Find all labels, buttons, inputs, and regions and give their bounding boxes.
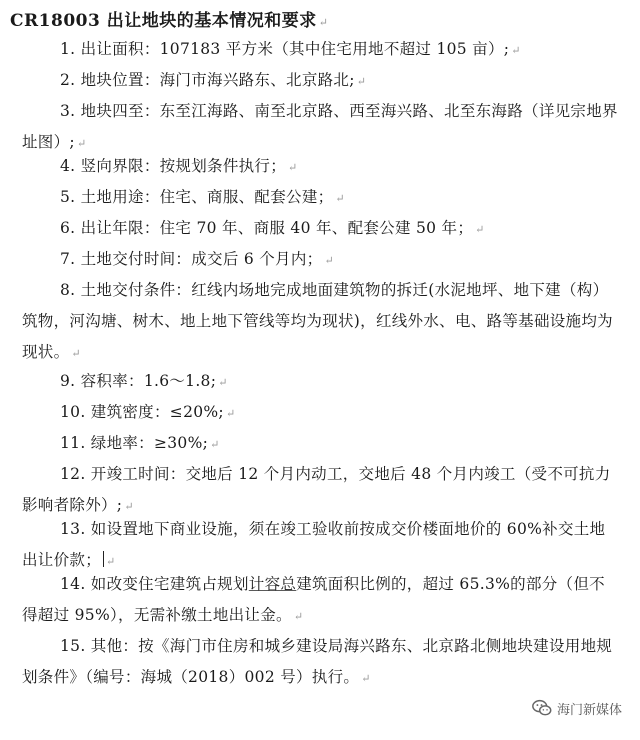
paragraph-mark: ↵ xyxy=(324,254,334,267)
item-12 xyxy=(22,459,618,522)
item-14-text-end: 建筑面积比例的，超过 65.3%的部分（但不得超过 95%），无需补缴土地出让金。 xyxy=(22,575,605,624)
item-15 xyxy=(22,631,618,694)
item-3 xyxy=(22,96,618,159)
item-13-text: 13. 如设置地下商业设施，须在竣工验收前按成交价楼面地价的 60%补交土地出让价款； xyxy=(22,520,606,569)
item-11-text: 11. 绿地率：≥30%; xyxy=(60,434,209,452)
paragraph-mark: ↵ xyxy=(475,223,485,236)
paragraph-mark: ↵ xyxy=(293,610,304,623)
item-4 xyxy=(22,151,618,183)
item-14-text-start: 14. 如改变住宅建筑占规划 xyxy=(60,575,249,593)
item-13 xyxy=(22,514,618,577)
watermark xyxy=(531,697,622,719)
item-2 xyxy=(22,65,618,97)
paragraph-mark: ↵ xyxy=(288,161,298,174)
item-9-text: 9. 容积率：1.6～1.8; xyxy=(60,372,217,390)
item-14-underlined-text: 计容总 xyxy=(248,575,297,593)
item-2-text: 2. 地块位置：海门市海兴路东、北京路北; xyxy=(60,71,355,89)
item-4-text: 4. 竖向界限：按规划条件执行； xyxy=(60,157,287,175)
paragraph-mark: ↵ xyxy=(225,407,236,420)
item-6-text: 6. 出让年限：住宅 70 年、商服 40 年、配套公建 50 年； xyxy=(60,219,474,237)
item-9 xyxy=(22,366,618,398)
item-8 xyxy=(22,275,618,369)
paragraph-mark: ↵ xyxy=(124,500,134,513)
paragraph-mark: ↵ xyxy=(71,347,81,360)
item-5 xyxy=(22,182,618,214)
paragraph-mark: ↵ xyxy=(511,44,521,57)
paragraph-mark: ↵ xyxy=(106,555,116,568)
paragraph-mark: ↵ xyxy=(218,376,228,389)
paragraph-mark: ↵ xyxy=(318,16,329,29)
item-7 xyxy=(22,244,618,276)
item-1-text: 1. 出让面积：107183 平方米（其中住宅用地不超过 105 亩）; xyxy=(60,40,510,58)
item-7-text: 7. 土地交付时间：成交后 6 个月内； xyxy=(60,250,323,268)
watermark-text: 海门新媒体 xyxy=(556,702,622,718)
item-1 xyxy=(22,34,618,66)
paragraph-mark: ↵ xyxy=(361,672,371,685)
paragraph-mark: ↵ xyxy=(356,75,367,88)
text-cursor xyxy=(103,551,104,567)
item-12-text: 12. 开竣工时间：交地后 12 个月内动工，交地后 48 个月内竣工（受不可抗力影响者除外）; xyxy=(22,465,611,514)
item-10 xyxy=(22,397,618,429)
wechat-icon xyxy=(531,697,553,719)
item-3-text: 3. 地块四至：东至江海路、南至北京路、西至海兴路、北至东海路（详见宗地界址图）; xyxy=(22,102,618,151)
paragraph-mark: ↵ xyxy=(76,137,87,150)
title-text: CR18003 出让地块的基本情况和要求 xyxy=(10,11,317,31)
document-title xyxy=(10,6,328,31)
item-5-text: 5. 土地用途：住宅、商服、配套公建； xyxy=(60,188,334,206)
item-10-text: 10. 建筑密度：≤20%; xyxy=(60,403,224,421)
item-11 xyxy=(22,428,618,460)
paragraph-mark: ↵ xyxy=(335,192,345,205)
item-6 xyxy=(22,213,618,245)
item-15-text: 15. 其他：按《海门市住房和城乡建设局海兴路东、北京路北侧地块建设用地规划条件》（编号：海城（2018）002 号）执行。 xyxy=(22,637,613,686)
paragraph-mark: ↵ xyxy=(210,438,220,451)
item-14 xyxy=(22,569,618,632)
item-8-text: 8. 土地交付条件：红线内场地完成地面建筑物的拆迁(水泥地坪、地下建（构）筑物，河沟塘、树木、地上地下管线等均为现状)，红线外水、电、路等基础设施均为现状。 xyxy=(22,281,613,361)
